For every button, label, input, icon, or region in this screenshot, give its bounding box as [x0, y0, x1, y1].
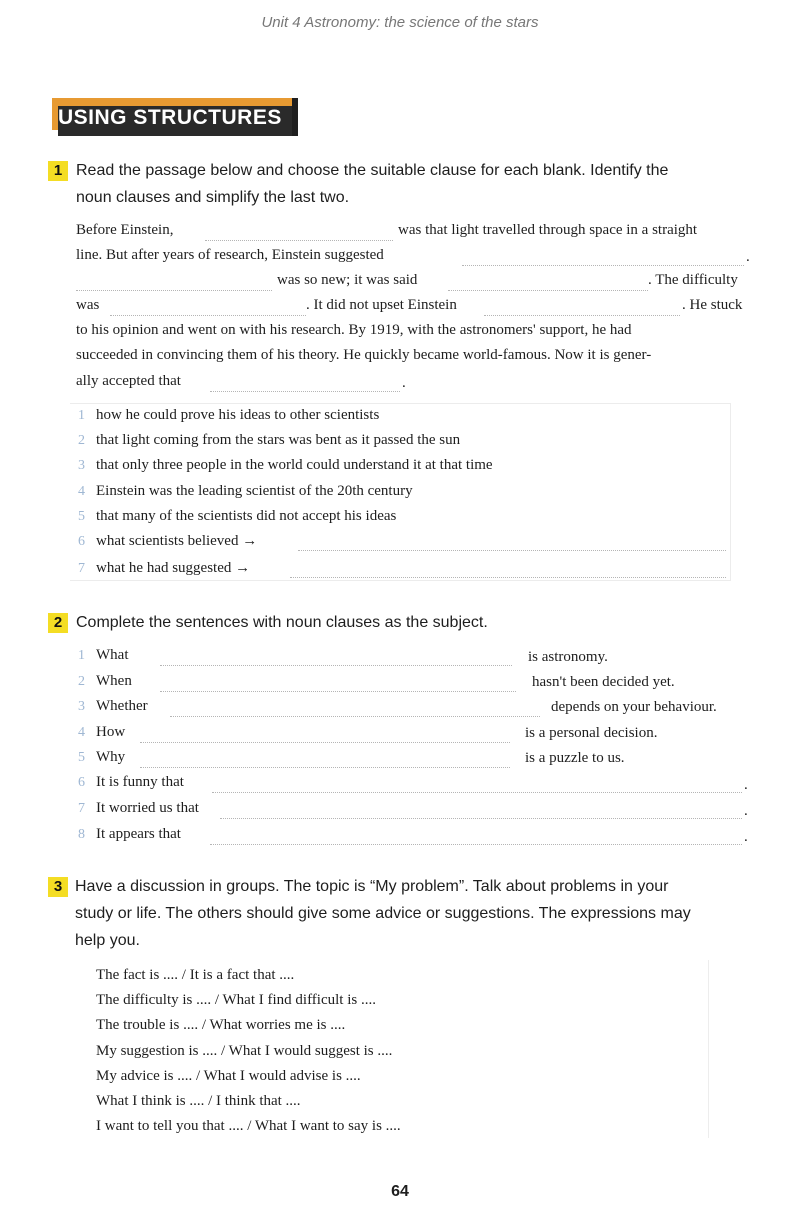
- item-start: It appears that: [96, 826, 181, 842]
- item-number: 8: [78, 827, 85, 842]
- option-number: 7: [78, 561, 85, 576]
- exercise-3-instruction-line2: study or life. The others should give some advice or suggestions. The expressions may: [75, 905, 691, 922]
- unit-header: Unit 4 Astronomy: the science of the stars: [261, 14, 539, 31]
- item-number: 5: [78, 750, 85, 765]
- exercise-3-number: 3: [48, 877, 68, 897]
- passage-text: succeeded in convincing them of his theory. He quickly became world-famous. Now it is gener-: [76, 347, 652, 363]
- option-number: 4: [78, 484, 85, 499]
- item-start: How: [96, 724, 126, 740]
- passage-text: to his opinion and went on with his research. By 1919, with the astronomers' support, he had: [76, 322, 632, 338]
- passage-blank-1[interactable]: [205, 240, 393, 241]
- option-number: 1: [78, 408, 85, 423]
- item-blank[interactable]: [140, 767, 510, 768]
- item-end: is a puzzle to us.: [525, 750, 625, 766]
- option-number: 2: [78, 433, 85, 448]
- passage-text: . The difficulty: [648, 272, 738, 288]
- passage-blank-4[interactable]: [110, 315, 306, 316]
- item-blank[interactable]: [210, 844, 742, 845]
- item-number: 3: [78, 699, 85, 714]
- exercise-2-instruction: Complete the sentences with noun clauses as the subject.: [76, 614, 488, 631]
- passage-text: was so new; it was said: [277, 272, 418, 288]
- option-text: what scientists believed →: [96, 533, 258, 549]
- item-blank[interactable]: [160, 665, 512, 666]
- passage-text: was that light travelled through space in a straight: [398, 222, 698, 238]
- item-blank[interactable]: [140, 742, 510, 743]
- item-blank[interactable]: [212, 792, 742, 793]
- item-start: Why: [96, 749, 126, 765]
- expression-item: My suggestion is .... / What I would suggest is ....: [96, 1043, 393, 1059]
- option-number: 3: [78, 458, 85, 473]
- passage-blank-6[interactable]: [210, 391, 400, 392]
- item-blank[interactable]: [160, 691, 516, 692]
- simplify-blank-7[interactable]: [290, 577, 726, 578]
- exercise-1-instruction-line1: Read the passage below and choose the suitable clause for each blank. Identify the: [76, 162, 669, 179]
- exercise-1-instruction-line2: noun clauses and simplify the last two.: [76, 189, 350, 206]
- passage-text: .: [402, 375, 406, 391]
- passage-text: . It did not upset Einstein: [306, 297, 457, 313]
- item-end: .: [744, 829, 748, 845]
- option-text: that only three people in the world could understand it at that time: [96, 457, 493, 473]
- option-number: 6: [78, 534, 85, 549]
- passage-blank-2-cont[interactable]: [76, 290, 272, 291]
- passage-text: line. But after years of research, Einstein suggested: [76, 247, 384, 263]
- passage-blank-3[interactable]: [448, 290, 648, 291]
- expression-item: The trouble is .... / What worries me is ....: [96, 1017, 346, 1033]
- passage-blank-2[interactable]: [462, 265, 744, 266]
- expressions-box-edge: [708, 960, 715, 1138]
- option-number: 5: [78, 509, 85, 524]
- expression-item: The fact is .... / It is a fact that ....: [96, 967, 295, 983]
- item-start: It is funny that: [96, 774, 184, 790]
- item-blank[interactable]: [220, 818, 742, 819]
- item-start: When: [96, 673, 132, 689]
- item-number: 2: [78, 674, 85, 689]
- passage-text: was: [76, 297, 100, 313]
- banner-title: USING STRUCTURES: [58, 106, 282, 129]
- exercise-1-number: 1: [48, 161, 68, 181]
- passage-text: Before Einstein,: [76, 222, 174, 238]
- item-number: 7: [78, 801, 85, 816]
- option-text: what he had suggested →: [96, 560, 251, 576]
- section-banner: [52, 98, 298, 138]
- exercise-2-number: 2: [48, 613, 68, 633]
- option-text: that light coming from the stars was bent as it passed the sun: [96, 432, 461, 448]
- item-start: It worried us that: [96, 800, 199, 816]
- simplify-blank-6[interactable]: [298, 550, 726, 551]
- expression-item: My advice is .... / What I would advise is ....: [96, 1068, 361, 1084]
- item-end: is astronomy.: [528, 649, 608, 665]
- expression-item: I want to tell you that .... / What I want to say is ....: [96, 1118, 401, 1134]
- item-end: .: [744, 803, 748, 819]
- item-start: What: [96, 647, 129, 663]
- option-text: Einstein was the leading scientist of the 20th century: [96, 483, 413, 499]
- page-number: 64: [391, 1183, 409, 1200]
- expression-item: What I think is .... / I think that ....: [96, 1093, 301, 1109]
- option-text: that many of the scientists did not accept his ideas: [96, 508, 397, 524]
- item-number: 6: [78, 775, 85, 790]
- item-blank[interactable]: [170, 716, 540, 717]
- passage-text: . He stuck: [682, 297, 743, 313]
- item-end: hasn't been decided yet.: [532, 674, 675, 690]
- exercise-3-instruction-line3: help you.: [75, 932, 140, 949]
- item-end: .: [744, 777, 748, 793]
- item-number: 4: [78, 725, 85, 740]
- item-end: depends on your behaviour.: [551, 699, 717, 715]
- item-end: is a personal decision.: [525, 725, 658, 741]
- banner-edge: [292, 98, 298, 136]
- item-number: 1: [78, 648, 85, 663]
- expression-item: The difficulty is .... / What I find difficult is ....: [96, 992, 376, 1008]
- passage-blank-5[interactable]: [484, 315, 680, 316]
- item-start: Whether: [96, 698, 148, 714]
- option-text: how he could prove his ideas to other scientists: [96, 407, 380, 423]
- exercise-3-instruction-line1: Have a discussion in groups. The topic is “My problem”. Talk about problems in your: [75, 878, 669, 895]
- passage-text: .: [746, 249, 750, 265]
- passage-text: ally accepted that: [76, 373, 181, 389]
